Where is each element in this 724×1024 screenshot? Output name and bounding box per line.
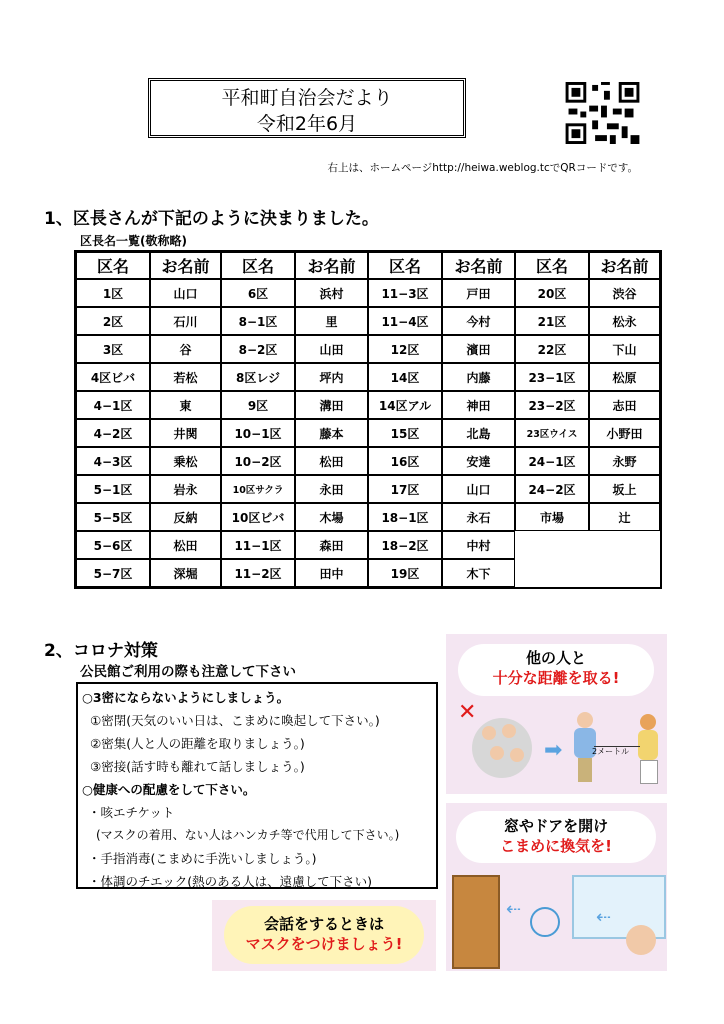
child-figure-icon [626,925,656,955]
name-cell: 神田 [442,391,515,419]
empty-cell [515,531,660,559]
name-cell: 今村 [442,307,515,335]
name-cell: 松田 [295,447,368,475]
district-cell: 10区ビバ [221,503,295,531]
notice-line: ・咳エチケット [88,805,175,820]
ventilation-poster [446,803,667,971]
district-cell: 17区 [368,475,442,503]
name-cell: 松永 [589,307,660,335]
name-cell: 安達 [442,447,515,475]
distance-poster [446,634,667,794]
name-cell: 谷 [150,335,221,363]
name-cell: 木下 [442,559,515,587]
window-line2: こまめに換気を! [500,837,612,855]
name-cell: 藤本 [295,419,368,447]
district-cell: 11−2区 [221,559,295,587]
name-cell: 小野田 [589,419,660,447]
mask-poster [212,900,436,971]
section1-heading: 1、区長さんが下記のように決まりました。 [44,209,379,229]
arrow-right-icon: ➡ [544,738,563,763]
name-cell: 松原 [589,363,660,391]
newsletter-date: 令和2年6月 [256,113,358,135]
district-cell: 1区 [76,279,150,307]
table-row [76,335,660,363]
name-cell: 永野 [589,447,660,475]
name-cell: 里 [295,307,368,335]
district-cell: 5−5区 [76,503,150,531]
woman-figure-icon [636,714,660,782]
name-cell: 下山 [589,335,660,363]
newsletter-title-box [148,78,466,138]
district-cell: 9区 [221,391,295,419]
name-cell: 坂上 [589,475,660,503]
name-cell: 浜村 [295,279,368,307]
name-cell: 戸田 [442,279,515,307]
district-cell: 4−1区 [76,391,150,419]
notice-line: ○健康への配慮をして下さい。 [82,782,256,797]
district-cell: 20区 [515,279,589,307]
district-cell: 8−2区 [221,335,295,363]
mask-line2: マスクをつけましょう! [245,935,403,953]
notice-line: ③密接(話す時も離れて話しましょう。) [90,759,305,774]
notice-line: ・体調のチエック(熱のある人は、遠慮して下さい) [88,874,373,889]
name-cell: 若松 [150,363,221,391]
name-cell: 内藤 [442,363,515,391]
name-cell: 田中 [295,559,368,587]
district-leader-table [74,250,662,589]
district-cell: 23−1区 [515,363,589,391]
district-cell: 15区 [368,419,442,447]
district-cell: 22区 [515,335,589,363]
district-cell: 11−4区 [368,307,442,335]
district-cell: 8−1区 [221,307,295,335]
name-cell: 溝田 [295,391,368,419]
district-cell: 18−2区 [368,531,442,559]
distance-line2: 十分な距離を取る! [492,669,620,687]
district-cell: 4−3区 [76,447,150,475]
mask-line1: 会話をするときは [263,915,384,933]
col-header-name: お名前 [295,252,368,279]
district-cell: 14区 [368,363,442,391]
name-cell: 乗松 [150,447,221,475]
notice-line: ①密閉(天気のいい日は、こまめに喚起して下さい。) [90,713,380,728]
name-cell: 中村 [442,531,515,559]
distance-bubble [458,644,654,696]
mask-bubble [224,906,424,964]
name-cell: 永田 [295,475,368,503]
cross-mark-icon: ✕ [458,700,477,725]
district-cell: 6区 [221,279,295,307]
district-cell: 12区 [368,335,442,363]
col-header-district: 区名 [368,252,442,279]
district-cell: 5−6区 [76,531,150,559]
name-cell: 深堀 [150,559,221,587]
district-cell: 10−1区 [221,419,295,447]
section2-heading: 2、コロナ対策 [44,641,158,661]
table-header-row [76,252,660,279]
col-header-name: お名前 [442,252,515,279]
col-header-district: 区名 [221,252,295,279]
col-header-district: 区名 [76,252,150,279]
table-row [76,447,660,475]
name-cell: 山田 [295,335,368,363]
col-header-name: お名前 [589,252,660,279]
door-icon [452,875,500,969]
district-cell: 5−7区 [76,559,150,587]
district-cell: 18−1区 [368,503,442,531]
district-cell: 21区 [515,307,589,335]
name-cell: 松田 [150,531,221,559]
airflow-arrow-icon: ⇠ [506,899,522,920]
table-row [76,279,660,307]
district-cell: 2区 [76,307,150,335]
qr-note: 右上は、ホームページhttp://heiwa.weblog.tcでQRコードです。 [327,162,638,174]
name-cell: 森田 [295,531,368,559]
table-row [76,391,660,419]
district-cell: 3区 [76,335,150,363]
district-cell: 5−1区 [76,475,150,503]
ventilation-bubble [456,811,656,863]
empty-cell [515,559,660,587]
section2-subheading: 公民館ご利用の際も注意して下さい [80,664,296,680]
name-cell: 石川 [150,307,221,335]
district-cell: 市場 [515,503,589,531]
name-cell: 濱田 [442,335,515,363]
name-cell: 井関 [150,419,221,447]
district-cell: 24−1区 [515,447,589,475]
district-cell: 10区サクラ [221,475,295,503]
col-header-district: 区名 [515,252,589,279]
table-row [76,531,660,559]
district-cell: 4区ビバ [76,363,150,391]
newsletter-title: 平和町自治会だより [221,87,393,109]
name-cell: 辻 [589,503,660,531]
name-cell: 山口 [150,279,221,307]
notice-line: ○3密にならないようにしましょう。 [82,690,290,705]
distance-line1: 他の人と [525,649,586,667]
notice-line: (マスクの着用、ない人はハンカチ等で代用して下さい。) [96,828,400,842]
district-cell: 23−2区 [515,391,589,419]
section1-subheading: 区長名一覧(敬称略) [80,234,187,248]
district-cell: 19区 [368,559,442,587]
district-cell: 11−3区 [368,279,442,307]
table-row [76,503,660,531]
name-cell: 木場 [295,503,368,531]
qr-code-icon[interactable] [565,82,640,144]
district-cell: 4−2区 [76,419,150,447]
district-cell: 10−2区 [221,447,295,475]
district-cell: 14区アル [368,391,442,419]
district-cell: 11−1区 [221,531,295,559]
table-row [76,559,660,587]
name-cell: 渋谷 [589,279,660,307]
district-cell: 8区レジ [221,363,295,391]
distance-label: 2メートル [592,747,630,756]
name-cell: 志田 [589,391,660,419]
corona-notice-box [76,682,438,889]
airflow-arrow-icon: ⇠ [596,907,612,928]
table-row [76,419,660,447]
name-cell: 北島 [442,419,515,447]
district-cell: 16区 [368,447,442,475]
table-row [76,363,660,391]
district-cell: 23区ウイス [515,419,589,447]
name-cell: 反納 [150,503,221,531]
window-line1: 窓やドアを開け [503,817,609,835]
district-cell: 24−2区 [515,475,589,503]
name-cell: 坪内 [295,363,368,391]
col-header-name: お名前 [150,252,221,279]
name-cell: 岩永 [150,475,221,503]
crowd-icon [472,718,532,778]
table-row [76,307,660,335]
table-row [76,475,660,503]
name-cell: 永石 [442,503,515,531]
fan-icon [530,907,560,937]
notice-line: ②密集(人と人の距離を取りましょう。) [90,736,305,751]
name-cell: 東 [150,391,221,419]
name-cell: 山口 [442,475,515,503]
notice-line: ・手指消毒(こまめに手洗いしましょう。) [88,851,317,866]
